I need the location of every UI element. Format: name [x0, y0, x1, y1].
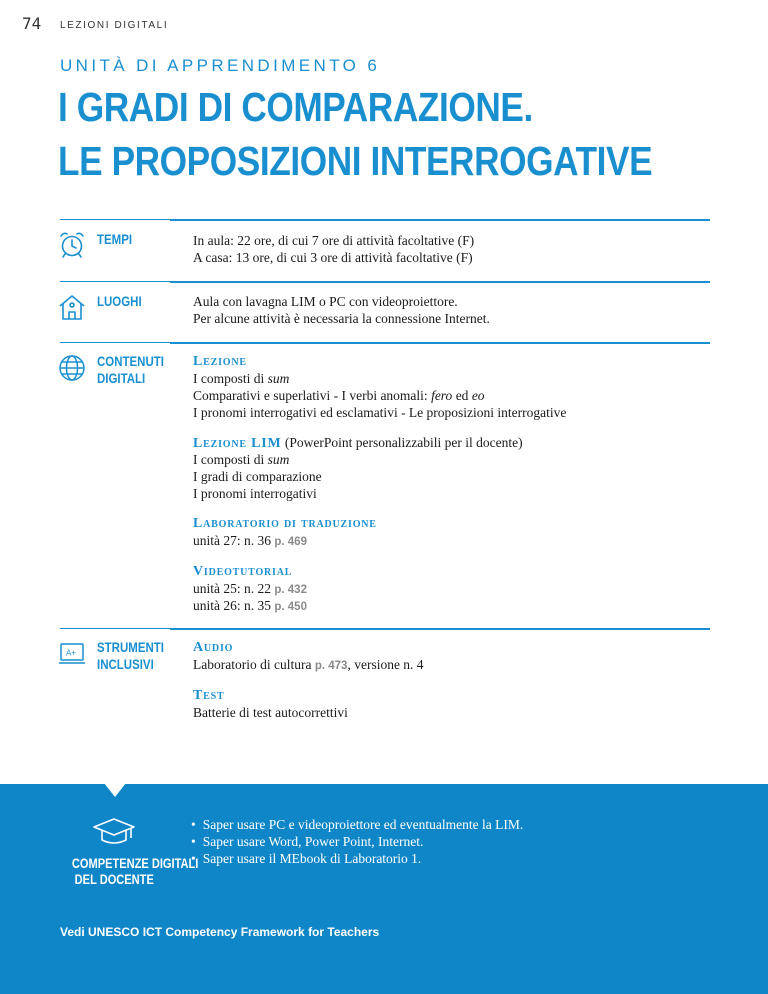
globe-icon — [57, 353, 87, 383]
page-title-line-2: LE PROPOSIZIONI INTERROGATIVE — [58, 138, 653, 184]
audio-item: Laboratorio di cultura p. 473, versione n. 4 — [193, 657, 424, 672]
list-item: • Saper usare Word, Power Point, Internet. — [191, 833, 523, 850]
competenze-list — [191, 816, 523, 867]
test-item: Batterie di test autocorrettivi — [193, 705, 348, 720]
running-head: LEZIONI DIGITALI — [60, 20, 169, 31]
section-label-luoghi: LUOGHI — [97, 293, 142, 309]
lezione-heading: Lezione — [193, 354, 247, 369]
divider — [170, 628, 710, 630]
lezione-lim-item: I composti di sum — [193, 452, 290, 467]
lezione-lim-item: I gradi di comparazione — [193, 469, 322, 484]
alarm-clock-icon — [57, 230, 87, 260]
competenze-label — [58, 856, 199, 888]
label-line: COMPETENZE DIGITALI — [71, 856, 199, 871]
monitor-a-plus-icon — [57, 639, 87, 669]
divider — [60, 628, 170, 629]
divider — [170, 342, 710, 344]
label-line: CONTENUTI — [97, 353, 164, 369]
graduation-cap-icon — [92, 816, 136, 848]
videotutorial-item: unità 25: n. 22 p. 432 — [193, 581, 307, 596]
page-number: 74 — [22, 14, 42, 33]
label-line: DEL DOCENTE — [74, 872, 154, 887]
laboratorio-item: unità 27: n. 36 p. 469 — [193, 533, 307, 548]
section-label-contenuti — [97, 353, 164, 387]
tempi-line-1: In aula: 22 ore, di cui 7 ore di attività facoltative (F) — [193, 233, 475, 248]
divider — [170, 219, 710, 221]
lezione-item: Comparativi e superlativi - I verbi anomali: fero ed eo — [193, 388, 485, 403]
list-item: • Saper usare PC e videoproiettore ed eventualmente la LIM. — [191, 816, 523, 833]
videotutorial-item: unità 26: n. 35 p. 450 — [193, 598, 307, 613]
page-reference[interactable]: p. 450 — [274, 601, 307, 613]
section-label-strumenti — [97, 639, 164, 673]
divider — [60, 342, 170, 343]
lezione-item: I pronomi interrogativi ed esclamativi - Le proposizioni interrogative — [193, 405, 567, 420]
divider — [60, 281, 170, 282]
test-heading: Test — [193, 688, 225, 703]
divider — [170, 281, 710, 283]
page-reference[interactable]: p. 473 — [314, 660, 348, 672]
page-reference[interactable]: p. 469 — [274, 536, 307, 548]
unit-label: UNITÀ DI APPRENDIMENTO 6 — [60, 56, 381, 75]
section-label-tempi: TEMPI — [97, 231, 133, 247]
divider — [60, 219, 170, 220]
audio-heading: Audio — [193, 640, 234, 655]
luoghi-line-2: Per alcune attività è necessaria la connessione Internet. — [193, 311, 490, 326]
lezione-lim-item: I pronomi interrogativi — [193, 486, 317, 501]
lezione-item: I composti di sum — [193, 371, 290, 386]
videotutorial-heading: Videotutorial — [193, 564, 293, 579]
label-line: DIGITALI — [97, 370, 146, 386]
page-title-line-1: I GRADI DI COMPARAZIONE. — [58, 84, 533, 130]
lezione-lim-heading: Lezione LIM (PowerPoint personalizzabili per il docente) — [193, 435, 523, 451]
page-reference[interactable]: p. 432 — [274, 584, 307, 596]
laboratorio-heading: Laboratorio di traduzione — [193, 516, 377, 531]
tempi-line-2: A casa: 13 ore, di cui 3 ore di attività facoltative (F) — [193, 250, 473, 265]
list-item: • Saper usare il MEbook di Laboratorio 1. — [191, 850, 523, 867]
label-line: STRUMENTI — [97, 639, 164, 655]
house-icon — [57, 292, 87, 322]
svg-text:A+: A+ — [66, 648, 77, 658]
luoghi-line-1: Aula con lavagna LIM o PC con videoproiettore. — [193, 294, 458, 309]
band-notch — [104, 783, 126, 797]
unesco-framework-link[interactable]: Vedi UNESCO ICT Competency Framework for Teachers — [60, 925, 380, 939]
label-line: INCLUSIVI — [97, 656, 154, 672]
